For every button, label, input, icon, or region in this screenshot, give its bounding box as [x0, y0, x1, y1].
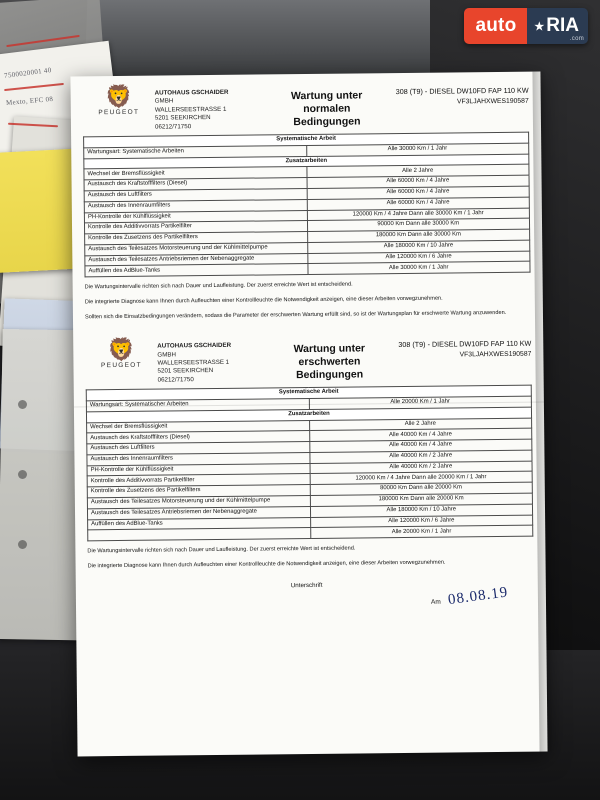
row-label: Austausch des Teilesatzes Antriebsriemen der Nebenaggregate — [87, 506, 310, 519]
handwritten-date: 08.08.19 — [447, 584, 510, 609]
vehicle-model: 308 (T9) - DIESEL DW10FD FAP 110 KW — [395, 85, 529, 97]
section-header-systematic: Systematische Arbeit — [86, 385, 531, 400]
star-icon: ★ — [534, 20, 545, 33]
row-label: Wechsel der Bremsflüssigkeit — [84, 167, 307, 180]
dealer-address — [155, 84, 275, 131]
row-label: Austausch des Teilesatzes Motorsteuerung und der Kühlmittelpumpe — [85, 242, 308, 255]
row-value: Alle 40000 Km / 4 Jahre — [309, 439, 532, 452]
row-value: Alle 40000 Km / 2 Jahre — [309, 450, 532, 463]
notes-normal — [73, 273, 543, 322]
document-body — [70, 72, 547, 757]
handwritten-note-2: Mexto, EFC 08 — [5, 94, 54, 108]
signature-area — [76, 576, 547, 641]
punch-hole — [18, 400, 27, 409]
notes-severe — [75, 537, 545, 571]
table-wrap-normal — [71, 132, 542, 278]
row-value: Alle 180000 Km / 10 Jahre — [310, 504, 533, 517]
dealer-line3: WALLERSEESTRASSE 1 — [154, 105, 227, 114]
dealer-line4: 5201 SEEKIRCHEN — [154, 114, 211, 122]
watermark-ria-label — [527, 8, 588, 44]
row-value: Alle 60000 Km / 4 Jahre — [307, 197, 530, 210]
dealer-phone-2: 06212/71750 — [157, 376, 194, 384]
row-value: Alle 60000 Km / 4 Jahre — [307, 186, 530, 199]
dealer-phone: 06212/71750 — [154, 122, 192, 131]
row-value: Alle 20000 Km / 1 Jahr — [310, 526, 533, 539]
vehicle-vin-2: VF3LJAHXWES190587 — [459, 350, 532, 359]
row-label: Austausch des Kraftstofffilters (Diesel) — [84, 178, 307, 191]
punch-hole — [18, 540, 27, 549]
row-label: Kontrolle des Additivvorrats Partikelfilter — [87, 474, 310, 487]
peugeot-logo — [83, 83, 155, 117]
watermark-ria-text: RIA — [546, 15, 579, 36]
dealer-line3-2: WALLERSEESTRASSE 1 — [157, 358, 230, 367]
row-value: Alle 30000 Km / 1 Jahr — [307, 262, 530, 275]
vehicle-vin: VF3LJAHXWES190587 — [456, 97, 529, 106]
peugeot-wordmark: PEUGEOT — [98, 108, 140, 117]
row-label: Austausch des Teilesatzes Motorsteuerung und der Kühlmittelpumpe — [87, 496, 310, 509]
handwritten-note-1: 7500020001 40 — [3, 66, 52, 80]
row-label: Kontrolle des Zusetzens des Partikelfilters — [87, 485, 310, 498]
table-wrap-severe — [74, 385, 546, 542]
note-paragraph: Sollten sich die Einsatzbedingungen verändern, sodass die Parameter der erschwerten Wartung erfüllt sind, so ist der Wartungsplan für erschwerte Wartung anzuwenden. — [84, 310, 507, 321]
row-value: 120000 Km / 4 Jahre Dann alle 30000 Km / 1 Jahr — [307, 208, 530, 221]
lion-icon: 🦁 — [107, 337, 136, 363]
row-label: Kontrolle des Additivvorrats Partikelfilter — [84, 221, 307, 234]
row-label: Austausch des Innenraumfilters — [84, 199, 307, 212]
dealer-line4-2: 5201 SEEKIRCHEN — [157, 367, 214, 375]
row-value: Alle 180000 Km / 10 Jahre — [307, 240, 530, 253]
row-label: Austausch des Teilesatzes Antriebsriemen der Nebenaggregate — [85, 253, 308, 266]
maintenance-block-severe — [73, 325, 546, 641]
section-header-systematic: Systematische Arbeit — [84, 132, 529, 147]
row-label: PH-Kontrolle der Kühlflüssigkeit — [84, 210, 307, 223]
section-header-additional: Zusatzarbeiten — [86, 407, 531, 422]
dealer-line2: GMBH — [154, 97, 174, 106]
row-label: Wartungsart: Systematische Arbeiten — [84, 145, 307, 158]
row-value: 120000 Km / 4 Jahre Dann alle 20000 Km / 1 Jahr — [310, 472, 533, 485]
dealer-name-2: AUTOHAUS GSCHAIDER — [157, 341, 232, 350]
document-header-severe — [73, 325, 544, 390]
document-header-normal — [70, 72, 541, 137]
block-title-severe: Wartung unter erschwerten Bedingungen — [293, 342, 366, 382]
service-schedule-document — [70, 72, 547, 757]
dealer-address-2 — [157, 338, 277, 385]
block-title-normal: Wartung unter normalen Bedingungen — [290, 89, 363, 129]
peugeot-wordmark-2: PEUGEOT — [100, 361, 142, 370]
vehicle-model-2: 308 (T9) - DIESEL DW10FD FAP 110 KW — [398, 338, 532, 350]
maintenance-table-normal — [83, 132, 530, 278]
signature-label: Unterschrift — [290, 582, 323, 590]
row-value: Alle 60000 Km / 4 Jahre — [307, 175, 530, 188]
row-label: Austausch des Innenraumfilters — [87, 452, 310, 465]
row-value: 80000 Km Dann alle 20000 Km — [310, 482, 533, 495]
row-value: Alle 20000 Km / 1 Jahr — [309, 396, 532, 409]
watermark-auto-label: auto — [464, 8, 527, 44]
row-label: PH-Kontrolle der Kühlflüssigkeit — [87, 463, 310, 476]
lion-icon: 🦁 — [104, 83, 133, 110]
row-value: Alle 2 Jahre — [309, 418, 532, 431]
row-label: Wartungsart: Systematischer Arbeiten — [86, 399, 309, 412]
maintenance-table-severe — [86, 385, 534, 542]
maintenance-table-body-normal — [84, 132, 530, 277]
peugeot-logo-2 — [85, 339, 157, 370]
row-label: Wechsel der Bremsflüssigkeit — [87, 420, 310, 433]
vehicle-info-severe — [381, 335, 531, 362]
row-label: Auffüllen des AdBlue-Tanks — [85, 264, 308, 277]
date-label: Am — [430, 598, 441, 606]
row-value: Alle 120000 Km / 6 Jahre — [310, 515, 533, 528]
section-header-additional: Zusatzarbeiten — [84, 154, 529, 169]
dealer-line2-2: GMBH — [157, 350, 176, 359]
row-label: Kontrolle des Zusetzens des Partikelfilters — [85, 232, 308, 245]
punch-hole — [18, 470, 27, 479]
note-paragraph: Die Wartungsintervalle richten sich nach Dauer und Laufleistung. Der zuerst erreichte Wert ist entscheidend. — [87, 545, 356, 555]
note-paragraph: Die integrierte Diagnose kann Ihnen durch Aufleuchten einer Kontrollleuchte die Notwendigkeit anzeigen, eine dieser Arbeiten vorwegzunehmen. — [84, 295, 443, 306]
row-value: Alle 40000 Km / 4 Jahre — [309, 429, 532, 442]
watermark-domain: .com — [569, 36, 584, 42]
note-paragraph: Die Wartungsintervalle richten sich nach Dauer und Laufleistung. Der zuerst erreichte Wert ist entscheidend. — [84, 281, 353, 291]
row-value: Alle 40000 Km / 2 Jahre — [310, 461, 533, 474]
vehicle-info-normal — [379, 82, 529, 109]
row-value: 180000 Km Dann alle 30000 Km — [307, 229, 530, 242]
row-value: Alle 30000 Km / 1 Jahr — [306, 143, 529, 156]
row-value: Alle 2 Jahre — [306, 165, 529, 178]
maintenance-table-body-severe — [86, 385, 533, 541]
row-value: Alle 120000 Km / 6 Jahre — [307, 251, 530, 264]
maintenance-block-normal — [70, 72, 543, 322]
note-paragraph: Die integrierte Diagnose kann Ihnen durch Aufleuchten einer Kontrollleuchte die Notwendigkeit anzeigen, eine dieser Arbeiten vorwegzunehmen. — [87, 559, 446, 570]
dealer-name: AUTOHAUS GSCHAIDER — [154, 88, 229, 97]
row-label: Austausch des Luftfilters — [84, 188, 307, 201]
row-label: Auffüllen des AdBlue-Tanks — [88, 517, 311, 530]
row-value: 180000 Km Dann alle 20000 Km — [310, 493, 533, 506]
dashboard-strip — [85, 0, 448, 78]
row-value: 90000 Km Dann alle 30000 Km — [307, 218, 530, 231]
autoria-watermark — [464, 8, 588, 44]
row-label: Austausch des Kraftstofffilters (Diesel) — [87, 431, 310, 444]
row-label: Austausch des Luftfilters — [87, 442, 310, 455]
